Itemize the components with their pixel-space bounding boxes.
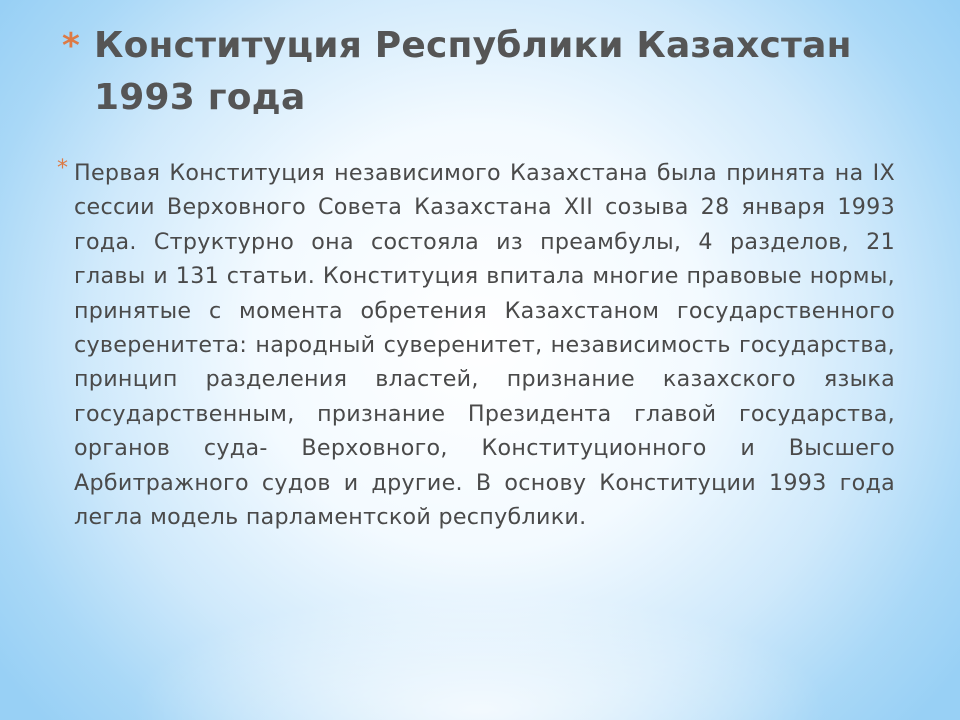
body-paragraph: Первая Конституция независимого Казахстана была принята на IX сессии Верховного Совета Казахстана XII созыва 28 января 1993 года. Структурно она состояла из преамбулы, 4 разделов, 21 главы и 131 статьи. Конституция впитала многие правовые нормы, принятые с момента обретения Казахстаном государственного суверенитета: народный суверенитет, независимость государства, принцип разделения властей, признание казахского языка государственным, признание Президента главой государства, органов суда- Верховного, Конституционного и Высшего Арбитражного судов и другие. В основу Конституции 1993 года легла модель парламентской республики. [74, 160, 895, 531]
body-bullet-icon: * [57, 156, 68, 181]
slide-title [62, 20, 922, 124]
slide-title-text: Конституция Республики Казахстан 1993 года [94, 25, 852, 118]
title-bullet-icon: * [62, 26, 80, 66]
background-glow [130, 590, 830, 720]
slide-body [57, 156, 895, 534]
